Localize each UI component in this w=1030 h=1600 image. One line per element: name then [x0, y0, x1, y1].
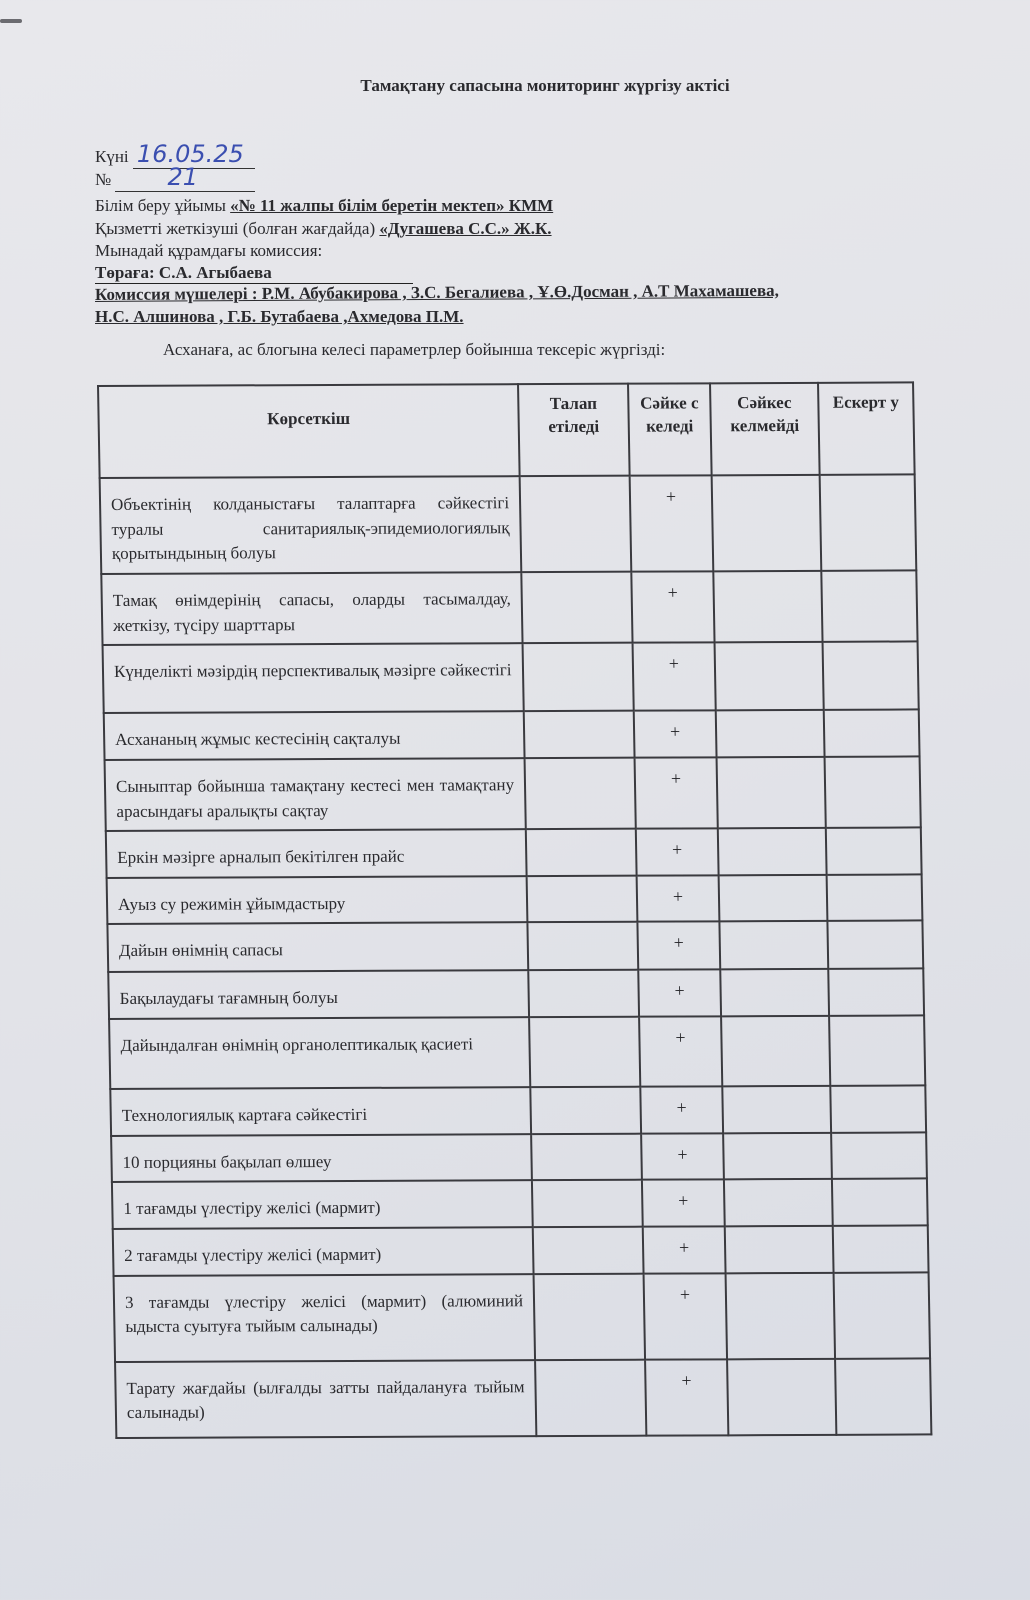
- organization-line: [95, 196, 553, 216]
- compliant-cell: +: [638, 970, 721, 1017]
- table-row: [101, 570, 917, 645]
- noncompliant-cell: [716, 710, 825, 757]
- note-cell: [834, 1272, 931, 1358]
- table-row: [107, 921, 923, 973]
- required-cell: [524, 711, 635, 758]
- required-cell: [535, 1359, 646, 1435]
- note-cell: [827, 921, 923, 969]
- indicator-cell: Сыныптар бойынша тамақтану кестесі мен тамақтану арасындағы аралықты сақтау: [105, 758, 526, 831]
- noncompliant-cell: [719, 875, 828, 922]
- noncompliant-cell: [713, 571, 822, 643]
- compliant-cell: +: [643, 1226, 726, 1273]
- note-cell: [835, 1358, 931, 1434]
- table-header-row: [98, 382, 915, 478]
- indicator-cell: Объектінің колданыстағы талаптарға сәйкестігі туралы санитариялық-эпидемиологиялық қорытындының болуы: [100, 476, 522, 574]
- indicator-cell: Тамақ өнімдерінің сапасы, оларды тасымалдау, жеткізу, түсіру шарттары: [101, 572, 522, 645]
- required-cell: [533, 1227, 644, 1274]
- commission-chair: Төраға: С.А. Агыбаева: [95, 263, 413, 284]
- noncompliant-cell: [725, 1226, 834, 1273]
- table-row: [114, 1272, 931, 1362]
- required-cell: [530, 1087, 641, 1134]
- table-row: [111, 1132, 927, 1182]
- required-cell: [521, 572, 632, 644]
- staple-mark: [0, 19, 22, 23]
- note-cell: [827, 874, 923, 921]
- compliant-cell: +: [639, 1016, 722, 1086]
- note-cell: [833, 1225, 929, 1272]
- indicator-cell: Технологиялық картаға сәйкестігі: [110, 1087, 531, 1135]
- indicator-cell: Тарату жағдайы (ылғалды затты пайдалануға тыйым салынады): [115, 1360, 536, 1438]
- header-compliant: Сәйке с келеді: [628, 383, 712, 475]
- noncompliant-cell: [722, 1086, 831, 1133]
- compliant-cell: +: [637, 875, 720, 922]
- note-cell: [829, 1016, 925, 1086]
- date-label: Күні: [95, 147, 129, 166]
- noncompliant-cell: [721, 1016, 830, 1086]
- noncompliant-cell: [718, 828, 827, 875]
- noncompliant-cell: [726, 1273, 836, 1359]
- noncompliant-cell: [717, 757, 826, 829]
- compliant-cell: +: [642, 1180, 725, 1227]
- commission-label: Мынадай құрамдағы комиссия:: [95, 241, 323, 260]
- note-cell: [824, 710, 920, 757]
- noncompliant-cell: [715, 642, 824, 710]
- table-row: [104, 710, 920, 760]
- compliant-cell: +: [635, 757, 718, 829]
- table-body: [100, 474, 932, 1437]
- noncompliant-cell: [727, 1359, 836, 1435]
- header-required: Талап етіледі: [518, 384, 630, 476]
- required-cell: [532, 1180, 643, 1227]
- required-cell: [520, 476, 632, 572]
- table-row: [105, 756, 921, 831]
- required-cell: [528, 970, 639, 1017]
- commission-members-line-1: Комиссия мүшелері : Р.М. Абубакирова , З.С. Бегалиева , Ұ.Ө.Досман , А.Т Махамашева,: [94, 280, 779, 304]
- table-row: [106, 828, 922, 878]
- indicator-cell: Дайындалған өнімнің органолептикалық қасиеті: [109, 1017, 530, 1089]
- noncompliant-cell: [720, 969, 829, 1016]
- table-row: [110, 1086, 926, 1136]
- table-row: [109, 1016, 925, 1090]
- compliant-cell: +: [645, 1359, 728, 1435]
- note-cell: [826, 828, 922, 875]
- required-cell: [527, 922, 638, 970]
- noncompliant-cell: [712, 475, 822, 571]
- table-row: [107, 874, 923, 924]
- required-cell: [529, 1017, 640, 1087]
- indicator-cell: Дайын өнімнің сапасы: [107, 923, 528, 973]
- table-row: [115, 1358, 931, 1438]
- note-cell: [831, 1132, 927, 1179]
- header-note: Ескерт у: [818, 382, 915, 474]
- table-row: [100, 474, 917, 574]
- indicator-cell: Еркін мәзірге арналып бекітілген прайс: [106, 829, 527, 877]
- required-cell: [523, 643, 634, 711]
- inspection-table-wrapper: [97, 381, 930, 1438]
- required-cell: [534, 1273, 646, 1359]
- header-indicator: Көрсеткіш: [98, 384, 520, 478]
- compliant-cell: +: [633, 643, 716, 711]
- intro-text: Асханаға, ас блогына келесі параметрлер бойынша тексеріс жүргізді:: [163, 340, 666, 359]
- indicator-cell: 1 тағамды үлестіру желісі (мармит): [112, 1181, 533, 1229]
- compliant-cell: +: [641, 1133, 724, 1180]
- organization-value: «№ 11 жалпы білім беретін мектеп» КММ: [230, 196, 554, 215]
- header-noncompliant: Сәйкес келмейді: [710, 383, 820, 475]
- note-cell: [823, 642, 919, 710]
- supplier-value: «Дугашева С.С.» Ж.К.: [379, 219, 552, 238]
- compliant-cell: +: [631, 571, 714, 643]
- note-cell: [820, 474, 917, 570]
- indicator-cell: 2 тағамды үлестіру желісі (мармит): [113, 1227, 534, 1275]
- note-cell: [830, 1086, 926, 1133]
- supplier-line: [95, 219, 552, 239]
- indicator-cell: Бақылаудағы тағамның болуы: [108, 971, 529, 1019]
- noncompliant-cell: [719, 921, 828, 969]
- compliant-cell: +: [637, 922, 720, 970]
- compliant-cell: +: [644, 1273, 728, 1359]
- organization-label: Білім беру ұйымы: [95, 196, 226, 215]
- table-row: [113, 1225, 929, 1275]
- supplier-label: Қызметті жеткізуші (болған жағдайда): [95, 219, 376, 238]
- required-cell: [527, 876, 638, 923]
- required-cell: [525, 758, 636, 830]
- compliant-cell: +: [634, 711, 717, 758]
- required-cell: [531, 1133, 642, 1180]
- note-cell: [825, 756, 921, 828]
- indicator-cell: 3 тағамды үлестіру желісі (мармит) (алюминий ыдыста суытуға тыйым салынады): [114, 1274, 536, 1362]
- compliant-cell: +: [630, 475, 714, 571]
- required-cell: [526, 829, 637, 876]
- indicator-cell: Асхананың жұмыс кестесінің сақталуы: [104, 711, 525, 759]
- note-cell: [832, 1179, 928, 1226]
- note-cell: [828, 969, 924, 1016]
- inspection-table: [97, 381, 932, 1438]
- document-title: Тамақтану сапасына мониторинг жүргізу актісі: [360, 76, 730, 95]
- commission-members-line-2: Н.С. Алшинова , Г.Б. Бутабаева ,Ахмедова П.М.: [95, 307, 464, 326]
- number-label: №: [95, 170, 112, 189]
- indicator-cell: 10 порцияны бақылап өлшеу: [111, 1134, 532, 1182]
- table-row: [108, 969, 924, 1019]
- date-value: 16.05.25: [133, 140, 255, 169]
- chair-line: [95, 263, 413, 284]
- table-row: [112, 1179, 928, 1229]
- indicator-cell: Ауыз су режимін ұйымдастыру: [107, 876, 528, 924]
- indicator-cell: Күнделікті мәзірдің перспективалық мәзірге сәйкестігі: [103, 643, 524, 713]
- number-line: [95, 163, 255, 192]
- noncompliant-cell: [724, 1179, 833, 1226]
- table-row: [103, 642, 919, 714]
- note-cell: [821, 570, 917, 642]
- number-value: 21: [115, 163, 255, 192]
- compliant-cell: +: [640, 1086, 723, 1133]
- compliant-cell: +: [636, 829, 719, 876]
- noncompliant-cell: [723, 1133, 832, 1180]
